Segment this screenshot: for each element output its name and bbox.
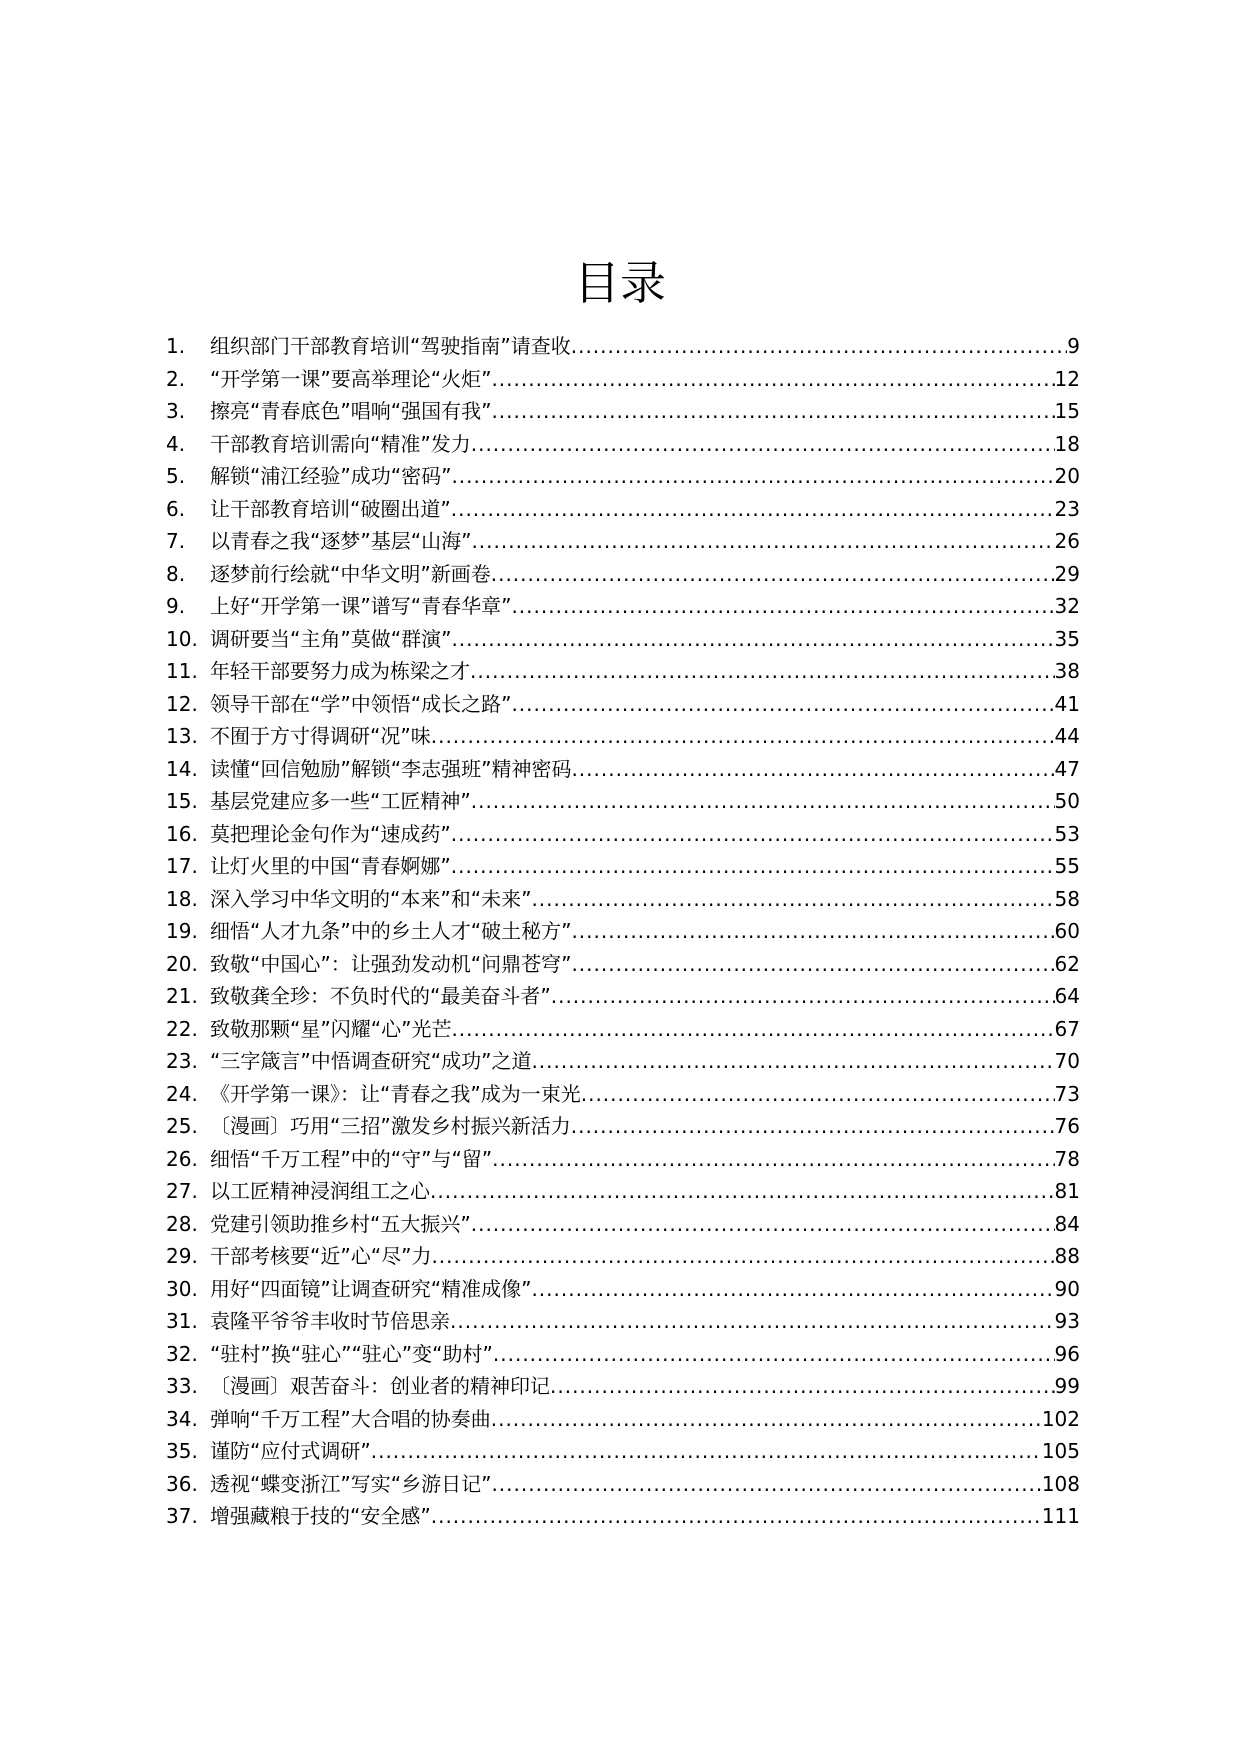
toc-entry-page: 44: [1054, 724, 1080, 748]
toc-dot-leader: [430, 1175, 1055, 1208]
toc-entry[interactable]: [166, 1370, 1080, 1403]
toc-entry-number: 29.: [166, 1244, 198, 1268]
toc-entry-page: 41: [1054, 691, 1080, 716]
toc-entry-title: 逐梦前行绘就“中华文明”新画卷: [210, 561, 491, 586]
toc-entry[interactable]: [166, 883, 1080, 916]
toc-entry-number: 36.: [166, 1471, 198, 1496]
toc-entry-title: “三字箴言”中悟调查研究“成功”之道: [210, 1049, 532, 1073]
toc-entry[interactable]: [166, 1240, 1080, 1273]
toc-entry-number: 16.: [166, 821, 198, 846]
toc-entry-page: 23: [1054, 496, 1080, 521]
toc-dot-leader: [550, 1370, 1055, 1403]
toc-dot-leader: [431, 1240, 1054, 1273]
toc-entry-page: 26: [1054, 529, 1080, 553]
toc-entry-page: 78: [1054, 1146, 1080, 1171]
toc-entry-page: 81: [1054, 1179, 1080, 1203]
toc-entry[interactable]: [166, 1305, 1080, 1338]
toc-dot-leader: [491, 363, 1054, 396]
toc-entry[interactable]: [166, 1338, 1080, 1371]
toc-dot-leader: [492, 1143, 1054, 1176]
toc-entry-number: 15.: [166, 789, 198, 813]
toc-entry-title: 干部考核要“近”心“尽”力: [210, 1244, 432, 1268]
toc-entry[interactable]: [166, 590, 1080, 623]
toc-title: 目录: [574, 256, 666, 310]
toc-entry-number: 2.: [166, 366, 186, 391]
toc-entry-title: 细悟“人才九条”中的乡土人才“破土秘方”: [210, 919, 572, 943]
toc-entry[interactable]: [166, 980, 1080, 1013]
toc-entry-title: 弹响“千万工程”大合唱的协奏曲: [210, 1406, 491, 1431]
toc-dot-leader: [551, 980, 1055, 1013]
toc-entry-page: 64: [1054, 984, 1080, 1008]
toc-entry-page: 99: [1054, 1374, 1080, 1398]
toc-entry-title: 增强藏粮于技的“安全感”: [210, 1504, 431, 1528]
toc-entry-title: 莫把理论金句作为“速成药”: [210, 821, 451, 846]
toc-entry-number: 3.: [166, 399, 186, 423]
toc-dot-leader: [470, 655, 1055, 688]
toc-dot-leader: [471, 1208, 1055, 1241]
toc-entry[interactable]: [166, 655, 1080, 688]
toc-entry-title: 致敬那颗“星”闪耀“心”光芒: [210, 1016, 452, 1041]
toc-entry-title: 擦亮“青春底色”唱响“强国有我”: [210, 399, 492, 423]
table-of-contents: [166, 330, 1080, 1533]
toc-entry-title: 年轻干部要努力成为栋梁之才: [210, 659, 470, 683]
toc-entry-page: 88: [1054, 1244, 1080, 1268]
toc-dot-leader: [571, 753, 1054, 786]
toc-entry-page: 90: [1054, 1276, 1080, 1301]
toc-entry-title: 调研要当“主角”莫做“群演”: [210, 626, 452, 651]
toc-entry-title: 深入学习中华文明的“本来”和“未来”: [210, 886, 532, 911]
toc-entry-number: 13.: [166, 724, 198, 748]
toc-entry-title: 组织部门干部教育培训“驾驶指南”请查收: [210, 334, 571, 358]
toc-dot-leader: [491, 395, 1054, 428]
toc-dot-leader: [451, 460, 1054, 493]
toc-entry-number: 35.: [166, 1439, 198, 1463]
toc-entry-page: 84: [1054, 1211, 1080, 1236]
toc-entry-title: 致敬龚全珍：不负时代的“最美奋斗者”: [210, 984, 551, 1008]
toc-entry-title: 用好“四面镜”让调查研究“精准成像”: [210, 1276, 532, 1301]
toc-entry-page: 20: [1054, 464, 1080, 488]
toc-entry-page: 105: [1041, 1439, 1080, 1463]
toc-entry-page: 47: [1054, 756, 1080, 781]
toc-entry-number: 30.: [166, 1276, 198, 1301]
toc-entry-number: 25.: [166, 1114, 198, 1138]
toc-entry-page: 70: [1054, 1049, 1080, 1073]
toc-entry-title: 让干部教育培训“破圈出道”: [210, 496, 451, 521]
toc-entry-title: 不囿于方寸得调研“况”味: [210, 724, 431, 748]
toc-entry-page: 53: [1054, 821, 1080, 846]
toc-entry-number: 23.: [166, 1049, 198, 1073]
toc-entry[interactable]: [166, 460, 1080, 493]
toc-entry-title: 《开学第一课》：让“青春之我”成为一束光: [210, 1081, 581, 1106]
toc-entry-title: 〔漫画〕艰苦奋斗：创业者的精神印记: [210, 1374, 550, 1398]
toc-entry-page: 96: [1054, 1341, 1080, 1366]
toc-dot-leader: [471, 525, 1054, 558]
toc-entry-number: 9.: [166, 594, 186, 618]
toc-entry[interactable]: [166, 1078, 1080, 1111]
toc-entry[interactable]: [166, 1208, 1080, 1241]
toc-dot-leader: [471, 785, 1055, 818]
toc-entry-title: “驻村”换“驻心”“驻心”变“助村”: [210, 1341, 493, 1366]
toc-entry-page: 50: [1054, 789, 1080, 813]
toc-entry[interactable]: [166, 1143, 1080, 1176]
toc-dot-leader: [451, 1013, 1054, 1046]
toc-entry-number: 18.: [166, 886, 198, 911]
toc-dot-leader: [451, 818, 1055, 851]
toc-entry-number: 14.: [166, 756, 198, 781]
toc-entry[interactable]: [166, 493, 1080, 526]
toc-dot-leader: [581, 1078, 1055, 1111]
toc-entry-title: 读懂“回信勉励”解锁“李志强班”精神密码: [210, 756, 572, 781]
toc-entry[interactable]: [166, 1435, 1080, 1468]
toc-entry-number: 10.: [166, 626, 198, 651]
toc-entry-number: 34.: [166, 1406, 198, 1431]
toc-entry-title: 上好“开学第一课”谱写“青春华章”: [210, 594, 512, 618]
toc-entry-title: 基层党建应多一些“工匠精神”: [210, 789, 471, 813]
toc-entry-page: 15: [1054, 399, 1080, 423]
toc-entry[interactable]: [166, 785, 1080, 818]
toc-entry[interactable]: [166, 1175, 1080, 1208]
toc-entry[interactable]: [166, 1013, 1080, 1046]
toc-entry-number: 1.: [166, 334, 186, 358]
toc-entry-number: 17.: [166, 854, 198, 878]
toc-entry-number: 11.: [166, 659, 198, 683]
toc-dot-leader: [451, 850, 1055, 883]
toc-entry-page: 55: [1054, 854, 1080, 878]
toc-entry-number: 33.: [166, 1374, 198, 1398]
toc-entry-page: 29: [1054, 561, 1080, 586]
toc-entry-title: 以工匠精神浸润组工之心: [210, 1179, 430, 1203]
toc-entry-title: 〔漫画〕巧用“三招”激发乡村振兴新活力: [210, 1114, 571, 1138]
toc-dot-leader: [571, 1110, 1055, 1143]
toc-entry-page: 108: [1041, 1471, 1080, 1496]
toc-entry-page: 67: [1054, 1016, 1080, 1041]
toc-entry-number: 4.: [166, 431, 186, 456]
toc-entry-number: 24.: [166, 1081, 198, 1106]
toc-entry[interactable]: [166, 850, 1080, 883]
toc-entry-title: 以青春之我“逐梦”基层“山海”: [210, 529, 472, 553]
toc-dot-leader: [571, 915, 1054, 948]
toc-entry-number: 6.: [166, 496, 186, 521]
toc-entry-page: 38: [1054, 659, 1080, 683]
toc-entry[interactable]: [166, 915, 1080, 948]
toc-entry[interactable]: [166, 1273, 1080, 1306]
toc-entry-number: 26.: [166, 1146, 198, 1171]
toc-entry-title: 致敬“中国心”：让强劲发动机“问鼎苍穹”: [210, 951, 572, 976]
toc-entry-title: 解锁“浦江经验”成功“密码”: [210, 464, 452, 488]
toc-dot-leader: [491, 558, 1055, 591]
toc-entry-title: 谨防“应付式调研”: [210, 1439, 371, 1463]
toc-entry-title: 透视“蝶变浙江”写实“乡游日记”: [210, 1471, 492, 1496]
toc-entry-title: 干部教育培训需向“精准”发力: [210, 431, 471, 456]
toc-dot-leader: [571, 948, 1054, 981]
toc-entry-number: 5.: [166, 464, 186, 488]
toc-dot-leader: [471, 428, 1055, 461]
toc-entry[interactable]: [166, 948, 1080, 981]
toc-entry[interactable]: [166, 688, 1080, 721]
toc-entry[interactable]: [166, 525, 1080, 558]
toc-entry-page: 76: [1054, 1114, 1080, 1138]
toc-entry[interactable]: [166, 363, 1080, 396]
toc-entry-number: 7.: [166, 529, 186, 553]
toc-dot-leader: [571, 330, 1068, 363]
toc-entry-number: 22.: [166, 1016, 198, 1041]
toc-dot-leader: [451, 493, 1055, 526]
toc-dot-leader: [371, 1435, 1042, 1468]
toc-dot-leader: [511, 590, 1054, 623]
toc-dot-leader: [491, 1468, 1041, 1501]
toc-entry[interactable]: [166, 720, 1080, 753]
toc-entry-page: 32: [1054, 594, 1080, 618]
toc-entry-title: “开学第一课”要高举理论“火炬”: [210, 366, 492, 391]
toc-entry-number: 21.: [166, 984, 198, 1008]
toc-dot-leader: [450, 1305, 1055, 1338]
toc-entry-page: 60: [1054, 919, 1080, 943]
toc-entry-number: 19.: [166, 919, 198, 943]
toc-entry[interactable]: [166, 1500, 1080, 1533]
toc-dot-leader: [451, 623, 1054, 656]
toc-dot-leader: [431, 1500, 1042, 1533]
toc-entry-page: 18: [1054, 431, 1080, 456]
toc-entry-title: 党建引领助推乡村“五大振兴”: [210, 1211, 471, 1236]
toc-entry-page: 62: [1054, 951, 1080, 976]
toc-entry-number: 20.: [166, 951, 198, 976]
toc-entry[interactable]: [166, 558, 1080, 591]
toc-entry-page: 93: [1054, 1309, 1080, 1333]
toc-entry[interactable]: [166, 428, 1080, 461]
toc-dot-leader: [491, 1403, 1042, 1436]
toc-entry-number: 8.: [166, 561, 186, 586]
toc-entry[interactable]: [166, 1110, 1080, 1143]
toc-dot-leader: [531, 1045, 1054, 1078]
toc-entry-number: 32.: [166, 1341, 198, 1366]
toc-entry[interactable]: [166, 1468, 1080, 1501]
toc-entry-number: 12.: [166, 691, 198, 716]
toc-dot-leader: [531, 1273, 1054, 1306]
toc-entry-page: 9: [1067, 334, 1080, 358]
toc-entry-page: 111: [1041, 1504, 1080, 1528]
toc-entry-page: 73: [1054, 1081, 1080, 1106]
toc-entry[interactable]: [166, 1045, 1080, 1078]
toc-entry-page: 35: [1054, 626, 1080, 651]
toc-entry[interactable]: [166, 395, 1080, 428]
toc-dot-leader: [493, 1338, 1055, 1371]
toc-entry-number: 37.: [166, 1504, 198, 1528]
toc-entry[interactable]: [166, 1403, 1080, 1436]
toc-entry[interactable]: [166, 623, 1080, 656]
toc-entry-number: 27.: [166, 1179, 198, 1203]
toc-entry-title: 让灯火里的中国“青春婀娜”: [210, 854, 451, 878]
toc-entry-title: 袁隆平爷爷丰收时节倍思亲: [210, 1309, 450, 1333]
toc-entry[interactable]: [166, 818, 1080, 851]
toc-entry[interactable]: [166, 753, 1080, 786]
toc-entry-page: 58: [1054, 886, 1080, 911]
toc-dot-leader: [531, 883, 1054, 916]
toc-entry-number: 31.: [166, 1309, 198, 1333]
toc-entry-number: 28.: [166, 1211, 198, 1236]
toc-entry-title: 领导干部在“学”中领悟“成长之路”: [210, 691, 512, 716]
toc-dot-leader: [431, 720, 1055, 753]
toc-entry-title: 细悟“千万工程”中的“守”与“留”: [210, 1146, 493, 1171]
toc-entry-page: 102: [1041, 1406, 1080, 1431]
toc-entry[interactable]: [166, 330, 1080, 363]
toc-dot-leader: [511, 688, 1054, 721]
toc-entry-page: 12: [1054, 366, 1080, 391]
